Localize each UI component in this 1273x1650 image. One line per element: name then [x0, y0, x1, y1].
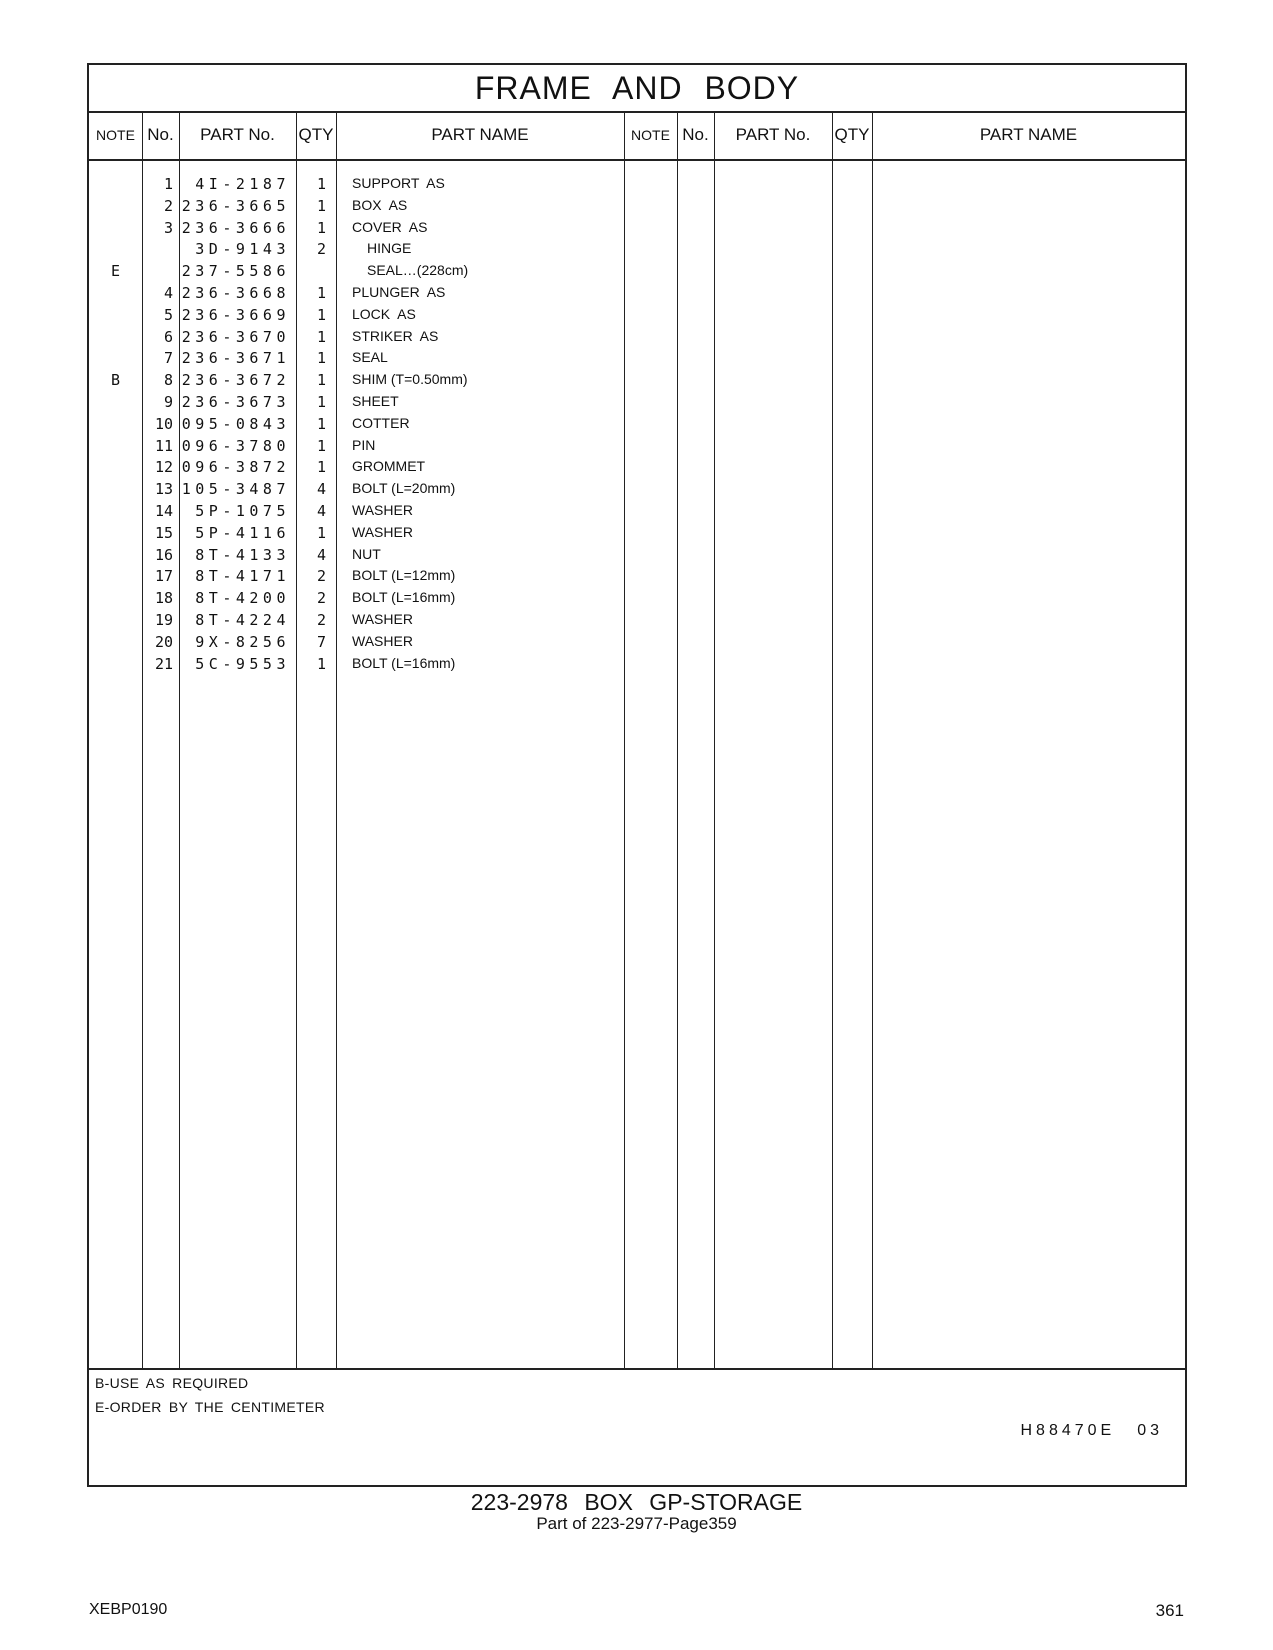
- table-row: [89, 393, 649, 416]
- table-row: [89, 415, 649, 438]
- quantity-cell: 1: [316, 327, 326, 346]
- quantity-cell: 1: [316, 218, 326, 237]
- table-row: [89, 502, 649, 525]
- part-name-cell: PIN: [352, 436, 376, 453]
- part-number-cell: 236-3668: [181, 284, 290, 302]
- item-number-cell: 12: [154, 458, 173, 477]
- part-number-cell: 8T-4224: [195, 611, 290, 629]
- part-name-cell: HINGE: [367, 240, 412, 257]
- quantity-cell: 1: [316, 654, 326, 673]
- part-name-cell: WASHER: [352, 611, 413, 627]
- part-number-cell: 3D-9143: [195, 240, 290, 259]
- part-number-cell: 095-0843: [181, 414, 290, 433]
- table-row: [89, 458, 649, 481]
- table-row: [89, 437, 649, 460]
- column-divider: [832, 111, 833, 1368]
- header-qty-right: QTY: [834, 125, 870, 144]
- item-number-cell: 16: [154, 545, 173, 564]
- item-number-cell: 5: [163, 305, 173, 324]
- table-row: [89, 633, 649, 656]
- header-no-left: No.: [147, 125, 174, 144]
- doc-revision: 03: [1137, 1422, 1163, 1439]
- part-number-cell: 9X-8256: [195, 632, 290, 651]
- header-no-right: No.: [682, 125, 709, 144]
- part-number-cell: 8T-4200: [195, 589, 290, 608]
- quantity-cell: 2: [316, 567, 326, 586]
- item-number-cell: 7: [163, 349, 173, 368]
- parts-list-frame: [87, 63, 1187, 1487]
- item-number-cell: 10: [154, 414, 173, 433]
- header-qty-left: QTY: [298, 125, 334, 144]
- quantity-cell: 1: [316, 175, 326, 193]
- quantity-cell: 1: [316, 196, 326, 215]
- table-row: [89, 589, 649, 612]
- doc-code: H88470E: [1020, 1422, 1116, 1439]
- column-divider: [872, 111, 873, 1368]
- quantity-cell: 1: [316, 414, 326, 433]
- quantity-cell: 1: [316, 284, 326, 302]
- table-row: [89, 197, 649, 220]
- table-row: [89, 219, 649, 242]
- quantity-cell: 2: [316, 240, 326, 259]
- part-name-cell: COTTER: [352, 414, 410, 431]
- illustration-code: [1020, 1422, 1163, 1440]
- item-number-cell: 19: [154, 611, 173, 629]
- part-name-cell: WASHER: [352, 502, 413, 518]
- table-row: [89, 349, 649, 372]
- part-number-cell: 5P-4116: [195, 523, 290, 542]
- part-name-cell: BOLT (L=16mm): [352, 654, 456, 671]
- part-number-cell: 105-3487: [181, 480, 290, 499]
- part-name-cell: STRIKER AS: [352, 327, 439, 344]
- item-number-cell: 18: [154, 589, 173, 608]
- quantity-cell: 1: [316, 523, 326, 542]
- part-number-cell: 096-3780: [181, 436, 290, 455]
- table-row: [89, 480, 649, 503]
- part-number-cell: 5P-1075: [195, 502, 290, 520]
- item-number-cell: 8: [163, 371, 173, 390]
- item-number-cell: 3: [163, 218, 173, 237]
- publication-number: XEBP0190: [89, 1601, 168, 1618]
- section-title: FRAME AND BODY: [89, 65, 1185, 113]
- header-part-no-left: PART No.: [200, 125, 275, 144]
- header-note-right: NOTE: [631, 127, 670, 143]
- part-name-cell: SHEET: [352, 393, 399, 409]
- table-row: [89, 284, 649, 307]
- table-row: [89, 328, 649, 351]
- note-cell: B: [110, 371, 121, 390]
- table-row: [89, 371, 649, 394]
- part-number-cell: 4I-2187: [195, 175, 290, 193]
- part-number-cell: 5C-9553: [195, 654, 290, 673]
- table-row: [89, 655, 649, 678]
- footnote-area: [89, 1368, 1185, 1489]
- column-divider: [677, 111, 678, 1368]
- quantity-cell: 2: [316, 589, 326, 608]
- part-name-cell: PLUNGER AS: [352, 284, 446, 300]
- footnote-b: B-USE AS REQUIRED: [95, 1375, 249, 1391]
- group-caption: 223-2978 BOX GP-STORAGE: [470, 1489, 803, 1515]
- part-number-cell: 236-3665: [181, 196, 290, 215]
- table-row: [89, 524, 649, 547]
- table-row: [89, 567, 649, 590]
- item-number-cell: 20: [154, 632, 173, 651]
- quantity-cell: 1: [316, 458, 326, 477]
- item-number-cell: 21: [154, 654, 173, 673]
- quantity-cell: 7: [316, 632, 326, 651]
- part-name-cell: BOLT (L=20mm): [352, 480, 456, 497]
- part-name-cell: NUT: [352, 545, 381, 562]
- column-divider: [714, 111, 715, 1368]
- part-name-cell: SUPPORT AS: [352, 175, 445, 191]
- table-row: [89, 611, 649, 634]
- quantity-cell: 1: [316, 393, 326, 411]
- quantity-cell: 4: [316, 502, 326, 520]
- item-number-cell: 15: [154, 523, 173, 542]
- part-number-cell: 237-5586: [181, 262, 290, 281]
- quantity-cell: 4: [316, 480, 326, 499]
- item-number-cell: 11: [154, 436, 173, 455]
- part-name-cell: COVER AS: [352, 218, 428, 235]
- quantity-cell: 1: [316, 349, 326, 368]
- part-number-cell: 236-3673: [181, 393, 290, 411]
- item-number-cell: 9: [163, 393, 173, 411]
- part-name-cell: WASHER: [352, 523, 413, 540]
- quantity-cell: 1: [316, 371, 326, 390]
- item-number-cell: 1: [163, 175, 173, 193]
- header-note-left: NOTE: [96, 127, 135, 143]
- part-number-cell: 236-3666: [181, 218, 290, 237]
- part-name-cell: SEAL…(228cm): [367, 262, 469, 279]
- column-header-row: [89, 111, 1185, 161]
- item-number-cell: 14: [154, 502, 173, 520]
- part-name-cell: BOLT (L=12mm): [352, 567, 456, 584]
- quantity-cell: 4: [316, 545, 326, 564]
- page-number: 361: [1155, 1601, 1184, 1620]
- part-number-cell: 236-3671: [181, 349, 290, 368]
- part-number-cell: 236-3670: [181, 327, 290, 346]
- part-number-cell: 8T-4133: [195, 545, 290, 564]
- part-number-cell: 236-3669: [181, 305, 290, 324]
- header-part-name-right: PART NAME: [979, 125, 1078, 144]
- item-number-cell: 6: [163, 327, 173, 346]
- item-number-cell: 2: [163, 196, 173, 215]
- part-name-cell: WASHER: [352, 632, 413, 649]
- table-row: [89, 262, 649, 285]
- item-number-cell: 4: [163, 284, 173, 302]
- quantity-cell: 2: [316, 611, 326, 629]
- quantity-cell: 1: [316, 436, 326, 455]
- group-subcaption: Part of 223-2977-Page359: [536, 1514, 737, 1533]
- part-name-cell: SEAL: [352, 349, 388, 366]
- table-row: [89, 240, 649, 263]
- part-number-cell: 096-3872: [181, 458, 290, 477]
- part-number-cell: 8T-4171: [195, 567, 290, 586]
- footnote-e: E-ORDER BY THE CENTIMETER: [95, 1399, 325, 1415]
- table-row: [89, 546, 649, 569]
- part-name-cell: BOX AS: [352, 196, 408, 213]
- part-name-cell: GROMMET: [352, 458, 426, 475]
- quantity-cell: 1: [316, 305, 326, 324]
- part-number-cell: 236-3672: [181, 371, 290, 390]
- table-row: [89, 175, 649, 198]
- header-part-no-right: PART No.: [735, 125, 811, 144]
- item-number-cell: 13: [154, 480, 173, 499]
- part-name-cell: SHIM (T=0.50mm): [352, 371, 468, 388]
- item-number-cell: 17: [154, 567, 173, 586]
- note-cell: E: [110, 262, 121, 281]
- table-row: [89, 306, 649, 329]
- part-name-cell: BOLT (L=16mm): [352, 589, 456, 606]
- part-name-cell: LOCK AS: [352, 305, 416, 322]
- header-part-name-left: PART NAME: [431, 125, 529, 144]
